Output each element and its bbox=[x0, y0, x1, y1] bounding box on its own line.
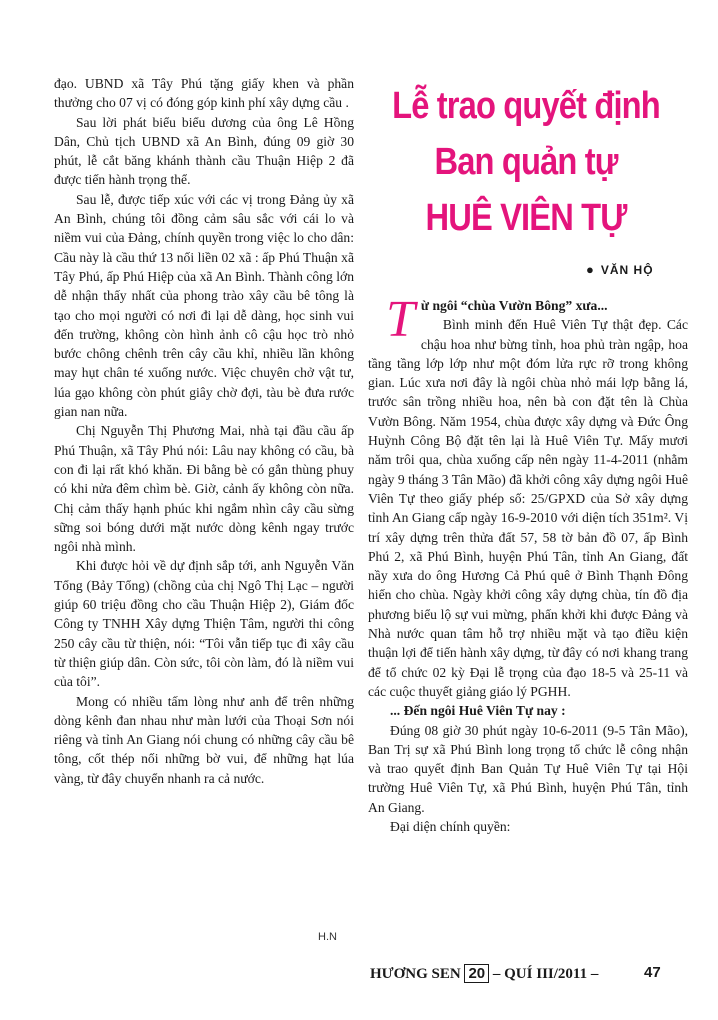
subheading: ... Đến ngôi Huê Viên Tự nay : bbox=[390, 703, 566, 719]
left-column bbox=[54, 74, 354, 788]
left-paragraph: Mong có nhiều tấm lòng như anh để trên những dòng kênh đan nhau như màn lưới của Thoại Sơn nói riêng và tỉnh An Giang nói chung có những cây cầu bê tông, cốt thép nối những bờ vui, để những hạt lúa vàng, từ đây chuyển nhanh ra cả nước. bbox=[54, 693, 354, 786]
magazine-name: HƯƠNG SEN bbox=[370, 966, 461, 982]
article-title bbox=[366, 78, 686, 246]
left-signature: H.N bbox=[318, 931, 337, 943]
bullet-icon: ● bbox=[586, 262, 595, 277]
title-line-3: HUÊ VIÊN TỰ bbox=[425, 197, 627, 239]
page-footer bbox=[370, 964, 670, 983]
right-column bbox=[368, 291, 688, 836]
right-paragraph: Bình minh đến Huê Viên Tự thật đẹp. Các chậu hoa như bừng tỉnh, hoa phủ tràn ngập, hoa tầng tầng lớp lớp như một đóm lửa rực rỡ trong không gian. Lúc xưa nơi đây là ngôi chùa nhỏ mái lợp bằng lá, trước sân trồng nhiều hoa, nên bà con đặt tên là Chùa Vườn Bông. Năm 1954, chùa được xây dựng và Đức Ông Huỳnh Công Bộ đặt tên lại là Huê Viên Tự. Mấy mươi năm trôi qua, chùa xuống cấp nên ngày 11-4-2011 (nhằm ngày 9 tháng 3 Tân Mão) đã khởi công xây dựng ngôi Huê Viên Tự theo giấy phép số: 25/GPXD của Sở xây dựng tỉnh An Giang cấp ngày 16-9-2010 với diện tích 351m². Vị trí xây dựng trên thửa đất 57, 58 tờ bản đồ 07, ấp Bình Phú 2, xã Phú Bình, huyện Phú Tân, tỉnh An Giang, đất nầy xưa do ông Hương Cả Phú quê ở Bình Thạnh Đông hiến cho chùa. Ngày khởi công xây dựng chùa, tín đồ địa phương biểu lộ sự vui mừng, phấn khởi khi được Đảng và Nhà nước quan tâm hỗ trợ nhiều mặt và tạo điều kiện thuận lợi để tiến hành xây dựng, từ đây có nơi khang trang để tổ chức 02 kỳ Đại lễ trọng của đạo 18-5 và 25-11 và các cuộc thuyết giảng giáo lý PGHH. bbox=[368, 317, 688, 699]
left-paragraph: Khi được hỏi về dự định sắp tới, anh Nguyễn Văn Tổng (Bảy Tổng) (chồng của chị Ngô Thị Lạc – người giúp 60 triệu đồng cho cầu Thuận Hiệp 2), Giám đốc Công ty TNHH Xây dựng Thiện Tâm, người thi công 250 cây cầu từ thiện, nói: “Tôi vẫn tiếp tục đi xây cầu từ thiện giúp dân. Còn sức, tôi còn làm, đó là niềm vui của tôi”. bbox=[54, 558, 354, 690]
issue-number: 20 bbox=[464, 964, 489, 983]
author-name: VĂN HỘ bbox=[600, 263, 654, 277]
right-paragraph: Đại diện chính quyền: bbox=[390, 819, 511, 835]
page-number: 47 bbox=[644, 964, 661, 981]
dropcap: T bbox=[386, 291, 415, 348]
issue-period: – QUÍ III/2011 – bbox=[492, 966, 599, 982]
title-line-1: Lễ trao quyết định bbox=[392, 85, 660, 127]
title-line-2: Ban quản tự bbox=[434, 141, 618, 183]
left-paragraph: đạo. UBND xã Tây Phú tặng giấy khen và phần thưởng cho 07 vị có đóng góp kinh phí xây dựng cầu . bbox=[54, 76, 354, 111]
left-paragraph: Sau lễ, được tiếp xúc với các vị trong Đảng ủy xã An Bình, chúng tôi đồng cảm sâu sắc với cái lo và niềm vui của Đảng, chính quyền trong việc lo cho dân: Cầu này là cầu thứ 13 nối liền 02 xã : ấp Phú Thuận xã Tây Phú, ấp Phú Hiệp của xã An Bình. Thành công lớn dễ nhận thấy nhất của phong trào xây cầu bê tông là tạo cho mọi người có nơi đi lại dễ dàng, học sinh vui đến trường, không còn hình ảnh cô cậu học trò nhỏ bước chông chênh trên cây cầu khỉ, nhiều lần không may hụt chân té xuống nước. Việc chuyên chở vật tư, lúa gạo không còn phút giây chờ đợi, tàu bè đưa rước gian nan nữa. bbox=[54, 191, 354, 420]
author-byline bbox=[586, 262, 654, 277]
right-paragraph: Đúng 08 giờ 30 phút ngày 10-6-2011 (9-5 Tân Mão), Ban Trị sự xã Phú Bình long trọng tổ chức lễ công nhận và trao quyết định Ban Quản Tự Huê Viên Tự tại Hội trường Huê Viên Tự, xã Phú Bình, huyện Phú Tân, tỉnh An Giang. bbox=[368, 722, 688, 815]
left-paragraph: Sau lời phát biểu biểu dương của ông Lê Hồng Dân, Chủ tịch UBND xã An Bình, đúng 09 giờ 30 phút, lễ cắt băng khánh thành cầu Thuận Hiệp 2 đã được tiến hành trọng thể. bbox=[54, 114, 354, 188]
left-paragraph: Chị Nguyễn Thị Phương Mai, nhà tại đầu cầu ấp Phú Thuận, xã Tây Phú nói: Lâu nay không có cầu, bà con đi lại rất khó khăn. Đi bằng bè có gắn thùng phuy có khi nửa đêm chìm bè. Giờ, cảnh ấy không còn nữa. Chị cảm thấy hạnh phúc khi ngắm nhìn cây cầu sừng sững soi bóng dưới mặt nước dòng kênh ngay trước ngôi nhà mình. bbox=[54, 423, 354, 555]
lead-in-heading: ừ ngôi “chùa Vườn Bông” xưa... bbox=[420, 298, 608, 313]
